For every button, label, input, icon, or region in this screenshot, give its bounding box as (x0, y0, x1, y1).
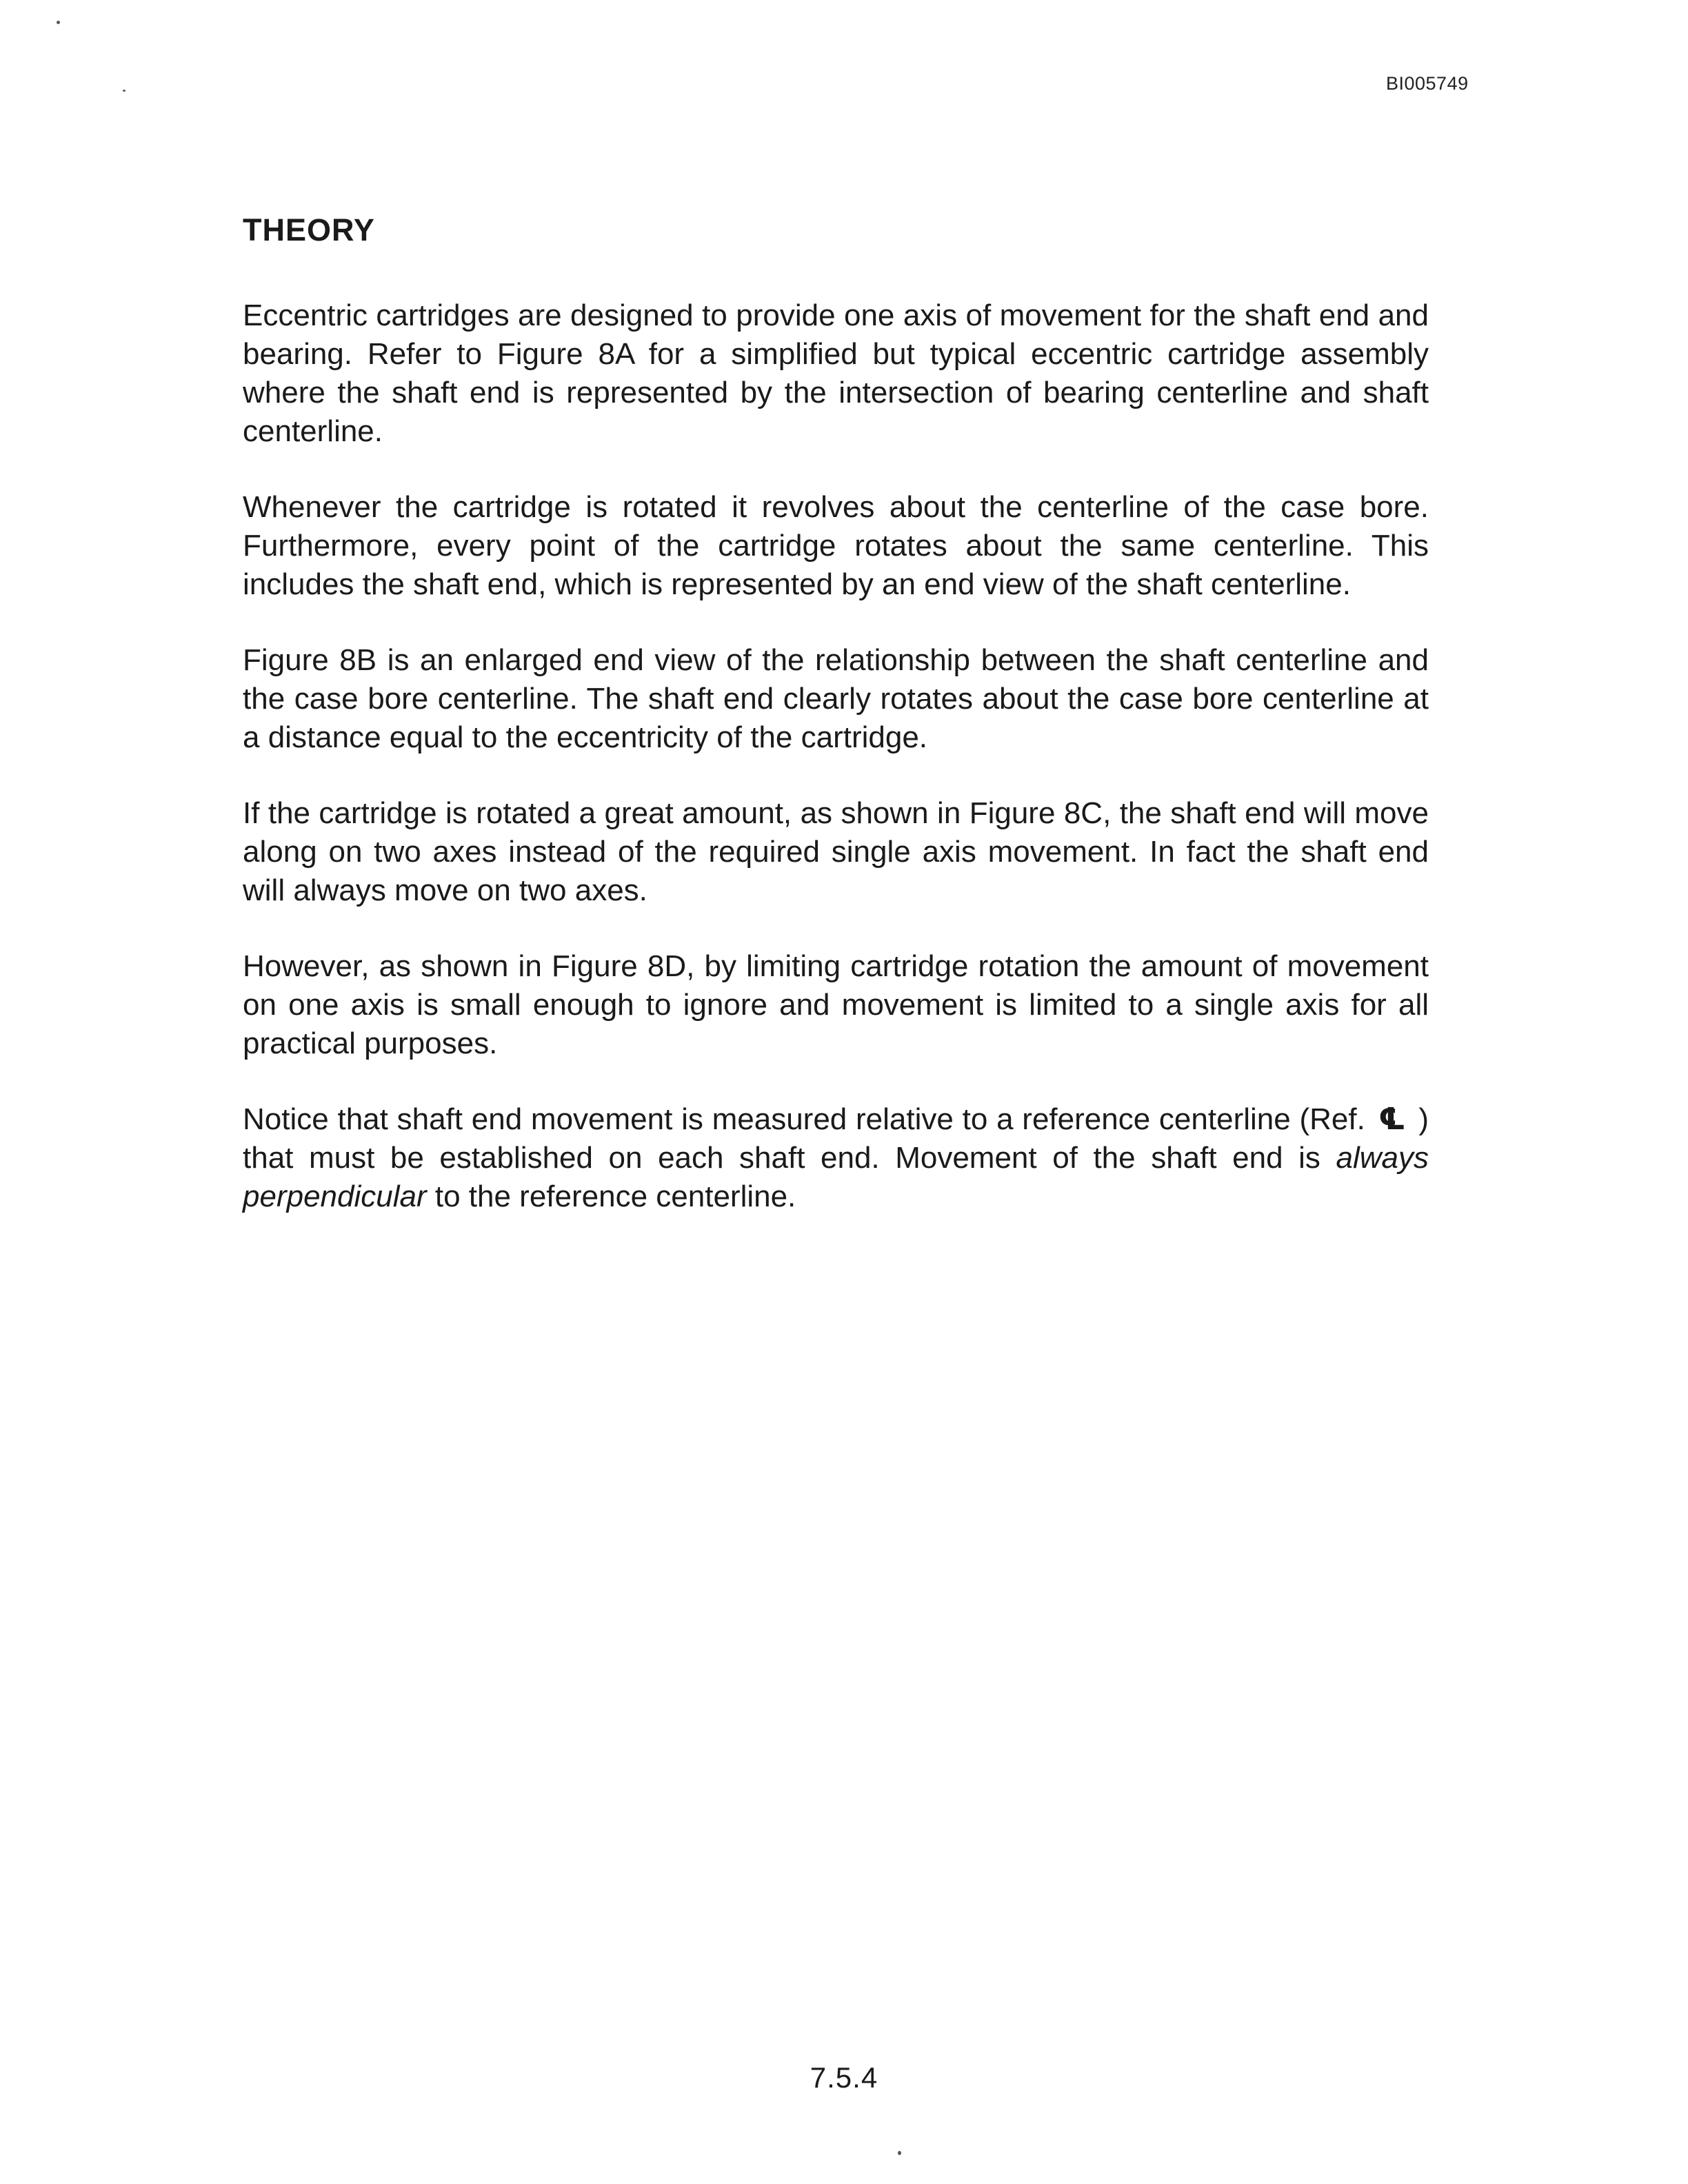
notice-text-part3: to the reference centerline. (434, 1180, 796, 1213)
notice-text-part1: Notice that shaft end movement is measured relative to a reference centerline (Ref. (243, 1102, 1365, 1136)
paragraph-rotation: Whenever the cartridge is rotated it revolves about the centerline of the case bore. Furthermore, every point of the cartridge rotates about the same centerline. This includes the shaft end, which is represented by an end view of the shaft centerline. (243, 490, 1429, 601)
paragraph-figure-8d: However, as shown in Figure 8D, by limiting cartridge rotation the amount of movement on one axis is small enough to ignore and movement is limited to a single axis for all practical purposes. (243, 949, 1429, 1060)
notice-text-part2: ) that must be established on each shaft end. Movement of the shaft end is (243, 1102, 1429, 1175)
paragraph-figure-8b: Figure 8B is an enlarged end view of the relationship between the shaft centerline and the case bore centerline. The shaft end clearly rotates about the case bore centerline at a distance equal to the eccentricity of the cartridge. (243, 643, 1429, 754)
page-number: 7.5.4 (810, 2061, 878, 2094)
centerline-icon: ℄ (1378, 1102, 1406, 1136)
scan-speck (57, 21, 60, 24)
page-content (243, 212, 1429, 1253)
scan-speck (898, 2151, 901, 2155)
section-heading: THEORY (243, 212, 375, 247)
scan-speck (123, 90, 125, 92)
paragraph-notice (243, 1100, 1429, 1216)
notice-emphasis: always perpendicular (243, 1141, 1429, 1213)
document-id: BI005749 (1386, 73, 1469, 94)
paragraph-intro: Eccentric cartridges are designed to provide one axis of movement for the shaft end and bearing. Refer to Figure 8A for a simplified but typical eccentric cartridge assembly where the shaft end is represented by the intersection of bearing centerline and shaft centerline. (243, 299, 1429, 448)
paragraph-figure-8c: If the cartridge is rotated a great amount, as shown in Figure 8C, the shaft end will move along on two axes instead of the required single axis movement. In fact the shaft end will always move on two axes. (243, 796, 1429, 907)
